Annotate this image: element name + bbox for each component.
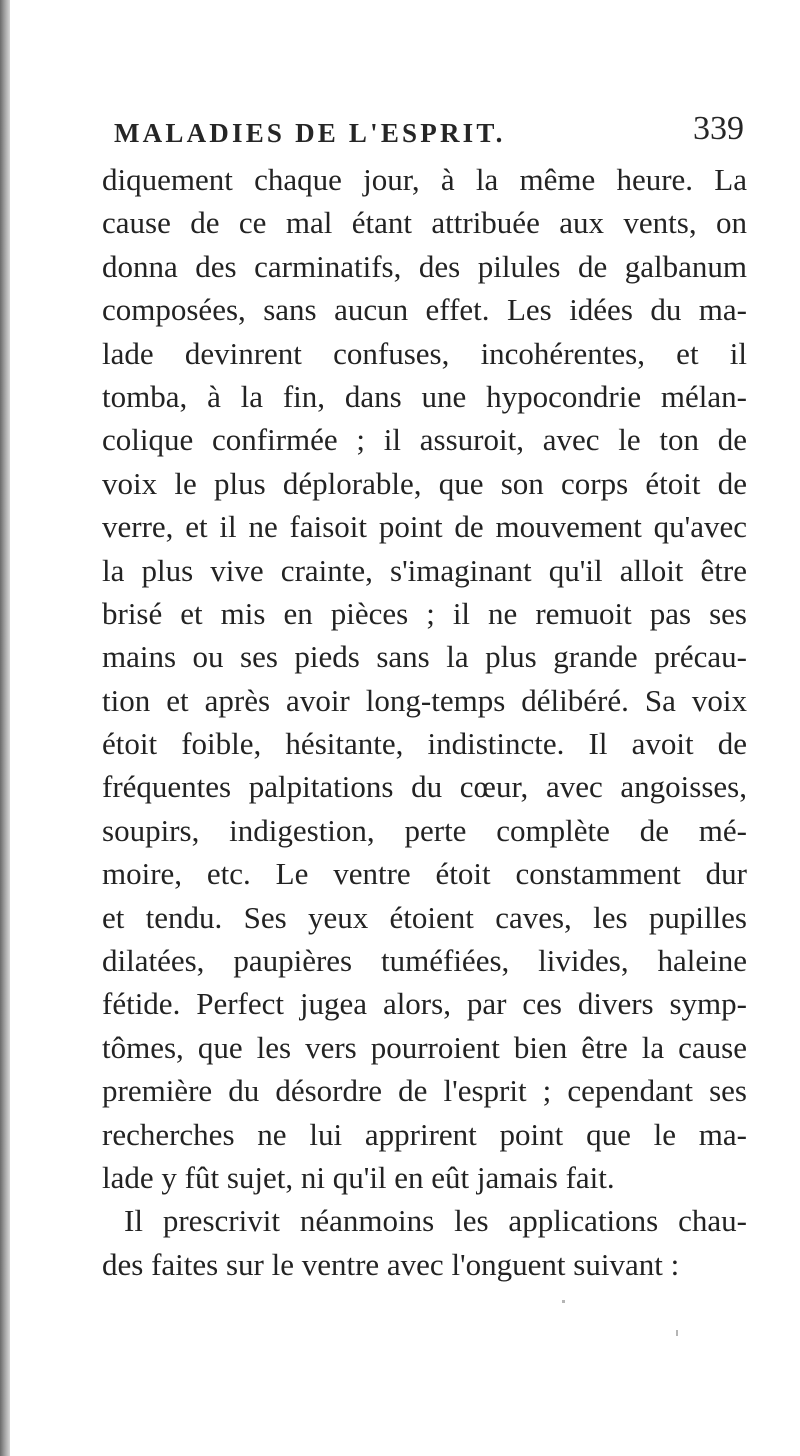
binding-edge [0, 0, 10, 1456]
text-line: la plus vive crainte, s'imaginant qu'il alloit être [102, 552, 747, 588]
text-line: fétide. Perfect jugea alors, par ces divers symp- [102, 986, 747, 1022]
text-line: soupirs, indigestion, perte complète de mé- [102, 812, 747, 848]
text-line: composées, sans aucun effet. Les idées du ma- [102, 292, 747, 328]
text-line: recherches ne lui apprirent point que le ma- [102, 1116, 747, 1152]
text-line: brisé et mis en pièces ; il ne remuoit pas ses [102, 595, 747, 631]
text-line: donna des carminatifs, des pilules de galbanum [102, 248, 747, 284]
body-text [102, 158, 747, 1286]
page-number: 339 [693, 110, 744, 147]
text-line: fréquentes palpitations du cœur, avec angoisses, [102, 769, 747, 805]
text-line: mains ou ses pieds sans la plus grande précau- [102, 639, 747, 675]
text-line: première du désordre de l'esprit ; cependant ses [102, 1073, 747, 1109]
text-line: dilatées, paupières tuméfiées, livides, haleine [102, 943, 747, 979]
text-line: tômes, que les vers pourroient bien être la cause [102, 1029, 747, 1065]
text-line: moire, etc. Le ventre étoit constamment dur [102, 856, 747, 892]
text-line: lade y fût sujet, ni qu'il en eût jamais fait. [102, 1159, 615, 1195]
text-line: et tendu. Ses yeux étoient caves, les pupilles [102, 899, 747, 935]
text-line: cause de ce mal étant attribuée aux vents, on [102, 205, 747, 241]
paper-speck [562, 1300, 565, 1303]
paper-speck [676, 1330, 678, 1336]
text-line: étoit foible, hésitante, indistincte. Il avoit de [102, 726, 747, 762]
text-line: des faites sur le ventre avec l'onguent suivant : [102, 1246, 680, 1282]
text-line: tion et après avoir long-temps délibéré. Sa voix [102, 682, 747, 718]
text-line: verre, et il ne faisoit point de mouvement qu'avec [102, 509, 747, 545]
text-line: Il prescrivit néanmoins les applications chau- [124, 1203, 747, 1239]
text-line: colique confirmée ; il assuroit, avec le ton de [102, 422, 747, 458]
text-line: voix le plus déplorable, que son corps étoit de [102, 465, 747, 501]
text-line: diquement chaque jour, à la même heure. La [102, 162, 747, 197]
running-title: MALADIES DE L'ESPRIT. [114, 118, 506, 148]
running-head [104, 92, 744, 152]
text-line: tomba, à la fin, dans une hypocondrie mélan- [102, 378, 747, 414]
text-line: lade devinrent confuses, incohérentes, et il [102, 335, 747, 371]
